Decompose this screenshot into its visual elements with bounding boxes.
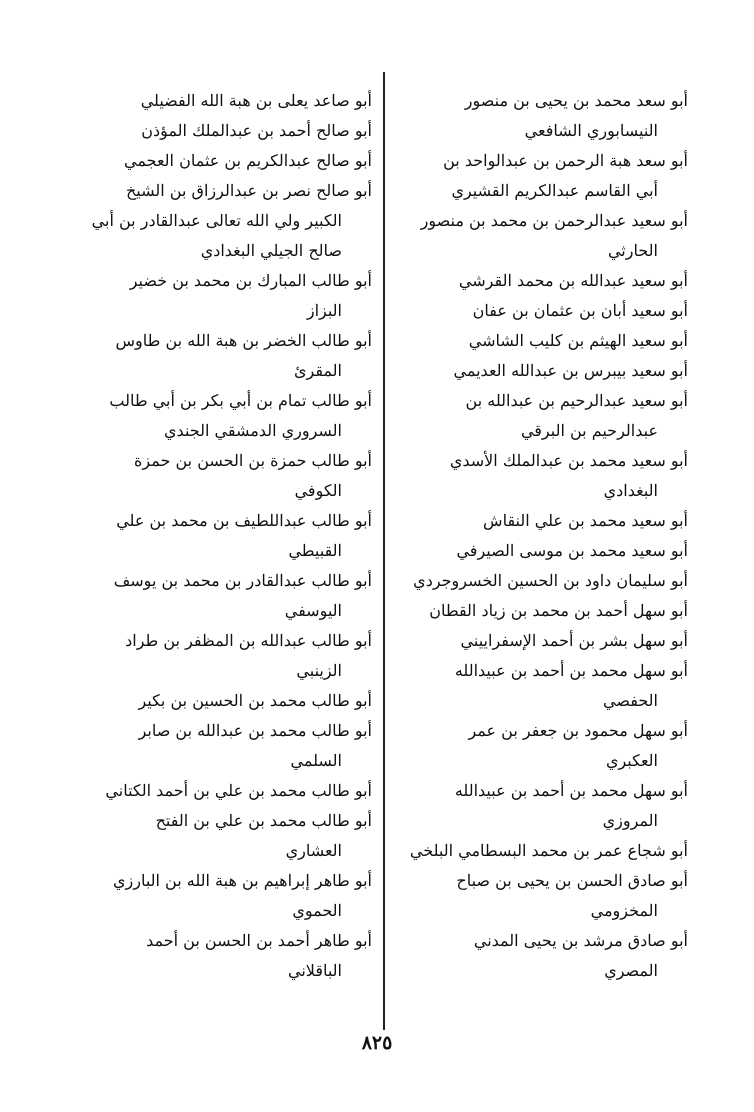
entry-continuation: القبيطي <box>288 541 342 560</box>
index-entry <box>76 506 372 566</box>
entry-continuation: السروري الدمشقي الجندي <box>164 421 342 440</box>
index-entry <box>392 536 688 566</box>
index-entry <box>76 566 372 626</box>
entry-continuation: البزاز <box>306 301 342 320</box>
entry-continuation: الحفصي <box>603 691 658 710</box>
entry-name: أبو سهل محمد بن أحمد بن عبيدالله <box>454 661 688 680</box>
entry-name: أبو صادق الحسن بن يحيى بن صباح <box>456 871 688 890</box>
index-entry <box>392 626 688 656</box>
entry-continuation: البغدادي <box>603 481 658 500</box>
entry-name: أبو سعد هبة الرحمن بن عبدالواحد بن <box>443 151 688 170</box>
index-entry <box>76 866 372 926</box>
index-entry <box>76 446 372 506</box>
index-entry <box>76 386 372 446</box>
entry-name: أبو طالب المبارك بن محمد بن خضير <box>129 271 372 290</box>
entry-name: أبو شجاع عمر بن محمد البسطامي البلخي <box>409 841 688 860</box>
entry-name: أبو سعيد محمد بن عبدالملك الأسدي <box>449 451 688 470</box>
entry-continuation: المروزي <box>602 811 658 830</box>
entry-name: أبو طاهر إبراهيم بن هبة الله بن البارزي <box>112 871 372 890</box>
index-entry <box>392 656 688 716</box>
index-entry <box>392 446 688 506</box>
entry-name: أبو طالب محمد بن علي بن أحمد الكتاني <box>105 781 372 800</box>
index-entry <box>76 176 372 266</box>
entry-continuation: عبدالرحيم بن البرقي <box>520 421 658 440</box>
entry-name: أبو سهل بشر بن أحمد الإسفراييني <box>460 631 688 650</box>
index-entry <box>392 386 688 446</box>
index-entry <box>392 296 688 326</box>
entry-name: أبو سليمان داود بن الحسين الخسروجردي <box>413 571 688 590</box>
entry-name: أبو صالح عبدالكريم بن عثمان العجمي <box>124 151 372 170</box>
index-entry <box>392 506 688 536</box>
entry-name: أبو طالب محمد بن الحسين بن بكير <box>138 691 372 710</box>
entry-continuation: العكبري <box>605 751 658 770</box>
index-entry <box>76 626 372 686</box>
index-entry <box>76 686 372 716</box>
index-entry <box>76 806 372 866</box>
entry-continuation: العشاري <box>285 841 342 860</box>
right-index-column <box>392 86 688 986</box>
index-entry <box>392 776 688 836</box>
entry-name: أبو سعيد الهيثم بن كليب الشاشي <box>468 331 688 350</box>
index-entry <box>392 836 688 866</box>
entry-continuation: المخزومي <box>590 901 658 920</box>
entry-name: أبو سعد محمد بن يحيى بن منصور <box>464 91 688 110</box>
entry-name: أبو طاهر أحمد بن الحسن بن أحمد <box>146 931 372 950</box>
entry-continuation: السلمي <box>290 751 342 770</box>
index-entry <box>392 596 688 626</box>
entry-continuation: النيسابوري الشافعي <box>524 121 658 140</box>
entry-name: أبو سعيد عبدالرحيم بن عبدالله بن <box>465 391 688 410</box>
entry-continuation: الحارثي <box>607 241 658 260</box>
entry-continuation: المصري <box>604 961 658 980</box>
entry-name: أبو صالح نصر بن عبدالرزاق بن الشيخ <box>125 181 372 200</box>
index-entry <box>76 146 372 176</box>
entry-name: أبو طالب محمد بن علي بن الفتح <box>155 811 372 830</box>
entry-continuation: الكبير ولي الله تعالى عبدالقادر بن أبي <box>91 211 342 230</box>
index-entry <box>392 326 688 356</box>
index-entry <box>76 86 372 116</box>
page-number: ٨٢٥ <box>361 1032 393 1054</box>
entry-name: أبو سعيد عبدالرحمن بن محمد بن منصور <box>420 211 688 230</box>
left-index-column <box>76 86 372 986</box>
entry-name: أبو سهل محمود بن جعفر بن عمر <box>468 721 688 740</box>
entry-name: أبو طالب تمام بن أبي بكر بن أبي طالب <box>109 391 372 410</box>
entry-continuation: الزينبي <box>296 661 342 680</box>
index-entry <box>392 86 688 146</box>
index-entry <box>392 146 688 206</box>
entry-name: أبو طالب عبداللطيف بن محمد بن علي <box>116 511 372 530</box>
entry-continuation: المقرئ <box>293 361 342 380</box>
entry-name: أبو طالب عبدالقادر بن محمد بن يوسف <box>113 571 372 590</box>
entry-name: أبو سعيد محمد بن علي النقاش <box>483 511 688 530</box>
entry-name: أبو صالح أحمد بن عبدالملك المؤذن <box>141 121 372 140</box>
entry-name: أبو سعيد عبدالله بن محمد القرشي <box>458 271 688 290</box>
index-entry <box>76 926 372 986</box>
entry-name: أبو سهل أحمد بن محمد بن زياد القطان <box>429 601 688 620</box>
entry-continuation: الحموي <box>292 901 342 920</box>
entry-name: أبو طالب حمزة بن الحسن بن حمزة <box>134 451 372 470</box>
entry-name: أبو سعيد أبان بن عثمان بن عفان <box>472 301 688 320</box>
entry-continuation: الكوفي <box>294 481 342 500</box>
index-entry <box>76 776 372 806</box>
index-entry <box>76 716 372 776</box>
index-entry <box>392 356 688 386</box>
entry-continuation: الباقلاني <box>287 961 342 980</box>
entry-name: أبو طالب عبدالله بن المظفر بن طراد <box>125 631 372 650</box>
entry-continuation: صالح الجيلي البغدادي <box>200 241 342 260</box>
entry-name: أبو طالب محمد بن عبدالله بن صابر <box>138 721 372 740</box>
entry-name: أبو صاعد يعلى بن هبة الله الفضيلي <box>140 91 372 110</box>
index-entry <box>76 326 372 386</box>
entry-continuation: اليوسفي <box>284 601 342 620</box>
index-entry <box>392 266 688 296</box>
entry-continuation: أبي القاسم عبدالكريم القشيري <box>451 181 658 200</box>
index-entry <box>392 866 688 926</box>
index-entry <box>76 266 372 326</box>
index-entry <box>392 206 688 266</box>
entry-name: أبو طالب الخضر بن هبة الله بن طاوس <box>115 331 372 350</box>
entry-name: أبو صادق مرشد بن يحيى المدني <box>473 931 688 950</box>
index-entry <box>392 926 688 986</box>
entry-name: أبو سهل محمد بن أحمد بن عبيدالله <box>454 781 688 800</box>
column-divider <box>383 72 385 1030</box>
entry-name: أبو سعيد محمد بن موسى الصيرفي <box>456 541 688 560</box>
index-entry <box>392 566 688 596</box>
entry-name: أبو سعيد بيبرس بن عبدالله العديمي <box>453 361 688 380</box>
index-entry <box>392 716 688 776</box>
index-entry <box>76 116 372 146</box>
